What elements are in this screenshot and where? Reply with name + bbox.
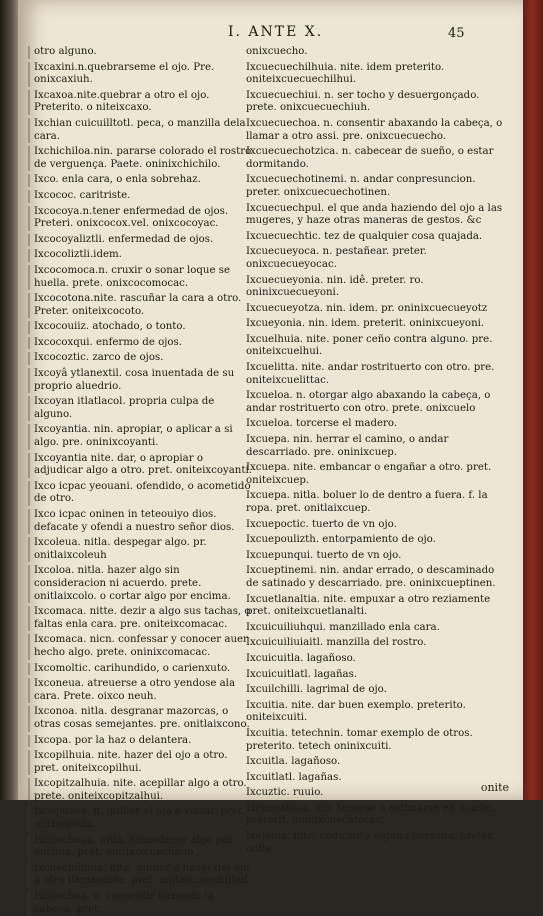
dictionary-entry: Ixcoyantia. nin. apropiar, o aplicar a si algo. pre. oninixcoyanti. bbox=[28, 424, 254, 449]
dictionary-entry: Ixcuicuiliuiaitl. manzilla del rostro. bbox=[246, 637, 427, 649]
dictionary-entry: Ixcuecuechtic. tez de qualquier cosa quajada. bbox=[246, 230, 483, 242]
dictionary-entry: Ixcuecuechiui. n. ser tocho y desuergonçado. prete. onixcuecuechiuh. bbox=[246, 89, 480, 114]
dictionary-entry: Ixcuecuechotzica. n. cabecear de sueño, o estar dormitando. bbox=[246, 146, 494, 170]
dictionary-entry: Ixcocotona.nite. rascuñar la cara a otro. Preter. oniteixcocoto. bbox=[28, 293, 254, 318]
dictionary-entry: Ixchian cuicuilltotl. peca, o manzilla dela cara. bbox=[28, 118, 254, 143]
dictionary-entry: Ixcuepunqui. tuerto de vn ojo. bbox=[246, 549, 402, 561]
dictionary-entry: Ixcocomoca.n. cruxir o sonar loque se huella. prete. onixcocomocac. bbox=[28, 265, 254, 290]
dictionary-entry: Ixcomaca. nitte. dezir a algo sus tachas, o faltas enla cara. pre. oniteixcomacac. bbox=[28, 606, 254, 631]
dictionary-entry: Ixcocouiiz. atochado, o tonto. bbox=[28, 321, 254, 334]
dictionary-entry: onixcuecho. bbox=[246, 46, 308, 57]
dictionary-entry: Ixcomaca. nicn. confessar y conocer auer hecho algo. prete. oninixcomacac. bbox=[28, 634, 254, 659]
dictionary-entry: Ixcuitlatl. lagañas. bbox=[246, 771, 342, 783]
dictionary-entry: Ixcococ. caritriste. bbox=[28, 190, 254, 203]
dictionary-entry: Ixcoloa. nitla. hazer algo sin consideracion ni acuerdo. prete. onitlaixcolo. o cortar algo por encima. bbox=[28, 565, 254, 603]
book-spine bbox=[0, 0, 20, 800]
page-number: 45 bbox=[448, 26, 465, 41]
dictionary-entry: Ixcoleua. nitla. despegar algo. pr. onitlaixcoleuh bbox=[28, 537, 254, 562]
dictionary-entry: Ixcuechaua. nitla. humedecer algo por encima. pret. onitlaixcuechauh. bbox=[28, 835, 254, 860]
dictionary-entry: Ixcuicuiliuhqui. manzillado enla cara. bbox=[246, 621, 440, 633]
book-cover-edge bbox=[523, 0, 543, 800]
dictionary-entry: Ixchichiloa.nin. pararse colorado el rostro de verguença. Paete. oninixchichilo. bbox=[28, 146, 254, 171]
catchword: onite bbox=[480, 781, 509, 794]
dictionary-entry: Ixcaxini.n.quebrarseme el ojo. Pre. onixcaxiuh. bbox=[28, 62, 254, 87]
dictionary-entry: Ixcocoztic. zarco de ojos. bbox=[28, 352, 254, 365]
dictionary-entry: Ixcueloa. n. otorgar algo abaxando la cabeça, o andar rostrituerto con otro. prete. onixcuelo bbox=[246, 390, 491, 414]
right-column bbox=[246, 46, 508, 855]
dictionary-entry: Ixcopitzoa. n. guiñar el ojo o vizcar. pret. onixcopitzo. bbox=[28, 806, 254, 831]
dictionary-entry: Ixcocoya.n.tener enfermedad de ojos. Preteri. onixcocox.vel. onixcocoyac. bbox=[28, 206, 254, 231]
dictionary-entry: Ixcuepoulizth. entorpamiento de ojo. bbox=[246, 534, 436, 546]
dictionary-entry: Ixcuecuechotinemi. n. andar conpresuncion. preter. onixcuecuechotinen. bbox=[246, 174, 476, 198]
dictionary-entry: Ixcuicuitlatl. lagañas. bbox=[246, 668, 358, 680]
dictionary-entry: Ixco. enla cara, o enla sobrehaz. bbox=[28, 174, 254, 187]
dictionary-entry: Ixcuecueyoca. n. pestañear. preter. onixcuecueyocac. bbox=[246, 246, 427, 270]
dictionary-entry: Ixcuecueyonia. nin. idê. preter. ro. oninixcuecueyoni. bbox=[246, 274, 424, 299]
dictionary-entry: Ixelenia. nite. codiciar a alguna persona. preter. onite bbox=[246, 831, 495, 855]
dictionary-entry: otro alguno. bbox=[28, 46, 254, 59]
dictionary-entry: Ixcocoliztli.idem. bbox=[28, 249, 254, 262]
dictionary-entry: Ixcueptinemi. nin. andar errado, o descaminado de satinado y descarriado. pre. oninixcueptinen. bbox=[246, 565, 496, 589]
dictionary-entry: Ixcocoyaliztli. enfermedad de ojos. bbox=[28, 234, 254, 247]
left-column bbox=[28, 46, 254, 915]
dictionary-entry: Ixcuechilhuia. nite. guiñar o hazer del ojo a otro llamandole. pret. oniteixcuechilhui. bbox=[28, 863, 254, 888]
dictionary-entry: Ixcuicuitla. lagañoso. bbox=[246, 652, 356, 664]
dictionary-entry: Ixcuecuechoa. n. consentir abaxando la cabeça, o llamar a otro assi. pre. onixcuecuecho. bbox=[246, 117, 503, 142]
dictionary-entry: Ixcuelhuia. nite. poner ceño contra alguno. pre. oniteixcuelhui. bbox=[246, 333, 493, 358]
dictionary-entry: Ixcopa. por la haz o delantera. bbox=[28, 735, 254, 748]
page-header bbox=[18, 24, 523, 46]
dictionary-entry: Ixcuecuechilhuia. nite. idem preterito. oniteixcuecuechilhui. bbox=[246, 61, 445, 86]
dictionary-entry: Ixcueyonia. nin. idem. preterit. oninixcueyoni. bbox=[246, 318, 485, 330]
dictionary-entry: Ixcuztic. ruuio. bbox=[246, 787, 324, 799]
dictionary-entry: Ixcoyâ ytlanextil. cosa inuentada de su proprio aluedrio. bbox=[28, 368, 254, 393]
dictionary-entry: Ixcuitia. nite. dar buen exemplo. preterito. oniteixcuiti. bbox=[246, 699, 466, 724]
book-page bbox=[18, 0, 523, 915]
dictionary-entry: Ixconoa. nitla. desgranar mazorcas, o otras cosas semejantes. pre. onitlaixcono. bbox=[28, 706, 254, 731]
dictionary-entry: Ixcopilhuia. nite. hazer del ojo a otro. pret. oniteixcopilhui. bbox=[28, 750, 254, 775]
dictionary-entry: Ixcuetlanaltia. nite. empuxar a otro reziamente pret. oniteixcuetlanalti. bbox=[246, 593, 491, 618]
dictionary-entry: Ixco icpac oninen in teteouiyo dios. defacate y ofendi a nuestro señor dios. bbox=[28, 509, 254, 534]
dictionary-entry: Ixcopitzalhuia. nite. acepillar algo a otro. prete. oniteixcopitzalhui. bbox=[28, 778, 254, 803]
dictionary-entry: Ixcoyantia nite. dar, o apropiar o adjudicar algo a otro. pret. oniteixcoyanti. bbox=[28, 453, 254, 478]
dictionary-entry: Ixcuecueyotza. nin. idem. pr. oninixcuecueyotz bbox=[246, 302, 488, 314]
dictionary-entry: Ixcuepa. nite. embancar o engañar a otro. pret. oniteixcuep. bbox=[246, 462, 492, 486]
dictionary-entry: Ixcuecatoca. nin. tenerse o estimarse en mucho. preterit. oninixcuecatocac. bbox=[246, 802, 496, 827]
dictionary-entry: Ixcuecuechpul. el que anda haziendo del ojo a las mugeres, y haze otras maneras de gestos. &c bbox=[246, 202, 503, 227]
dictionary-entry: Ixcaxoa.nite.quebrar a otro el ojo. Preterito. o niteixcaxo. bbox=[28, 90, 254, 115]
dictionary-entry: Ixcuepa. nin. herrar el camino, o andar descarriado. pre. oninixcuep. bbox=[246, 434, 449, 458]
dictionary-entry: Ixcomoltic. carihundido, o carienxuto. bbox=[28, 663, 254, 676]
dictionary-entry: Ixcuepa. nitla. boluer lo de dentro a fuera. f. la ropa. pret. onitlaixcuep. bbox=[246, 490, 488, 514]
dictionary-entry: Ixcuitla. lagañoso. bbox=[246, 756, 341, 768]
dictionary-entry: Ixcuechoa. n. consentir baxando la cabeça. pret. bbox=[28, 891, 254, 916]
dictionary-entry: Ixcoyan itlatlacol. propria culpa de alguno. bbox=[28, 396, 254, 421]
dictionary-entry: Ixcuepoctic. tuerto de vn ojo. bbox=[246, 518, 397, 530]
running-head: I. ANTE X. bbox=[228, 24, 324, 40]
dictionary-entry: Ixco icpac yeouani. ofendido, o acometido de otro. bbox=[28, 481, 254, 506]
dictionary-entry: Ixcuelitta. nite. andar rostrituerto con otro. pre. oniteixcuelittac. bbox=[246, 362, 495, 386]
dictionary-entry: Ixcueloa. torcerse el madero. bbox=[246, 418, 398, 430]
dictionary-entry: Ixconeua. atreuerse a otro yendose ala cara. Prete. oixco neuh. bbox=[28, 678, 254, 703]
dictionary-entry: Ixcuilchilli. lagrimal de ojo. bbox=[246, 684, 387, 696]
dictionary-entry: Ixcuitia. tetechnin. tomar exemplo de otros. preterito. tetech oninixcuiti. bbox=[246, 727, 473, 752]
dictionary-entry: Ixcocoxqui. enfermo de ojos. bbox=[28, 337, 254, 350]
